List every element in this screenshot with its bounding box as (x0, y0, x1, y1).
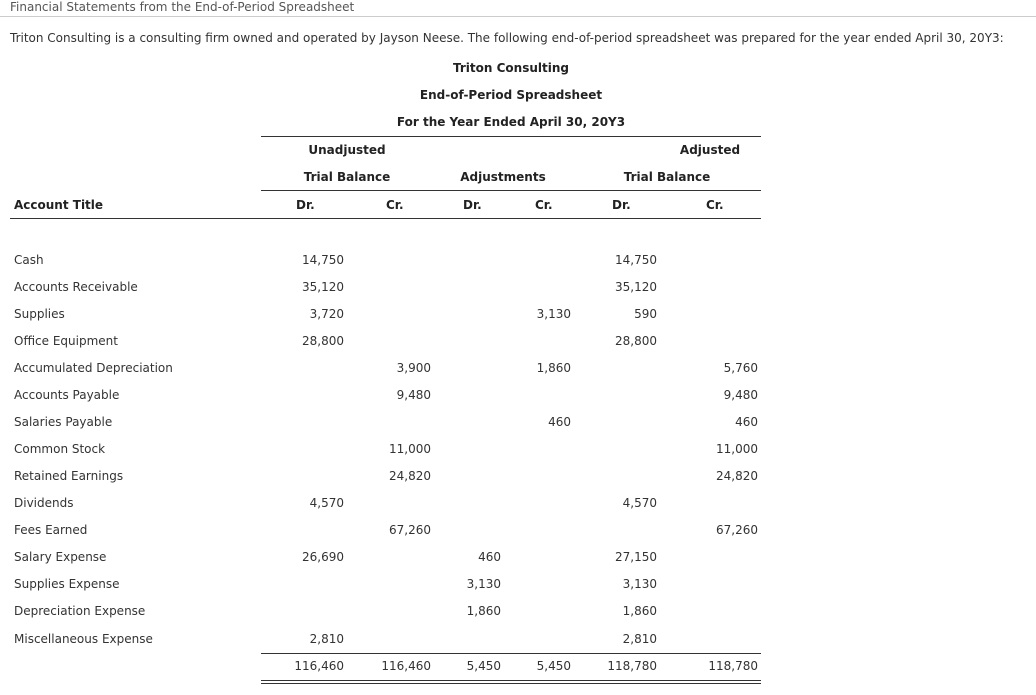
col-group-unadjusted: Unadjusted (308, 143, 386, 157)
adjusted-cr-cell: 460 (735, 415, 758, 429)
account-title-cell: Supplies (14, 307, 65, 321)
adjusted-dr-cell: 590 (634, 307, 657, 321)
unadjusted-cr-cell: 11,000 (389, 442, 431, 456)
unadjusted-cr-cell: 67,260 (389, 523, 431, 537)
adjusted-cr-cell: 24,820 (716, 469, 758, 483)
account-title-cell: Salary Expense (14, 550, 107, 564)
account-title-cell: Salaries Payable (14, 415, 113, 429)
adjusted-dr-cell: 3,130 (622, 577, 657, 591)
report-period: For the Year Ended April 30, 20Y3 (396, 115, 626, 129)
adjusted-dr-cell: 2,810 (622, 632, 657, 646)
unadjusted-dr-cell: 26,690 (302, 550, 344, 564)
col-adjustments-dr: Dr. (463, 198, 482, 212)
total-unadjusted-dr: 116,460 (294, 659, 344, 673)
account-title-cell: Cash (14, 253, 44, 267)
total-adjusted-cr: 118,780 (708, 659, 758, 673)
account-title-cell: Fees Earned (14, 523, 88, 537)
adjusted-cr-cell: 11,000 (716, 442, 758, 456)
unadjusted-dr-cell: 2,810 (309, 632, 344, 646)
unadjusted-cr-cell: 24,820 (389, 469, 431, 483)
unadjusted-dr-cell: 4,570 (309, 496, 344, 510)
col-group-trial-balance-adjusted: Trial Balance (623, 170, 711, 184)
page-title: Financial Statements from the End-of-Period Spreadsheet (10, 0, 355, 14)
total-rule (261, 653, 761, 654)
adjusted-cr-cell: 9,480 (723, 388, 758, 402)
unadjusted-dr-cell: 3,720 (309, 307, 344, 321)
col-unadjusted-cr: Cr. (386, 198, 404, 212)
unadjusted-cr-cell: 9,480 (396, 388, 431, 402)
account-title-cell: Depreciation Expense (14, 604, 146, 618)
header-rule-mid (261, 190, 761, 191)
account-title-cell: Supplies Expense (14, 577, 120, 591)
unadjusted-dr-cell: 14,750 (302, 253, 344, 267)
col-unadjusted-dr: Dr. (296, 198, 315, 212)
account-title-cell: Accumulated Depreciation (14, 361, 173, 375)
adjusted-dr-cell: 35,120 (615, 280, 657, 294)
double-rule-1 (261, 680, 761, 681)
adjustments-dr-cell: 1,860 (466, 604, 501, 618)
col-account-title: Account Title (14, 198, 104, 212)
total-unadjusted-cr: 116,460 (381, 659, 431, 673)
account-title-cell: Office Equipment (14, 334, 118, 348)
adjusted-dr-cell: 14,750 (615, 253, 657, 267)
total-adjusted-dr: 118,780 (607, 659, 657, 673)
col-adjusted-cr: Cr. (706, 198, 724, 212)
account-title-cell: Miscellaneous Expense (14, 632, 153, 646)
unadjusted-dr-cell: 35,120 (302, 280, 344, 294)
adjustments-dr-cell: 3,130 (466, 577, 501, 591)
adjusted-dr-cell: 4,570 (622, 496, 657, 510)
total-adjustments-cr: 5,450 (536, 659, 571, 673)
account-title-cell: Accounts Receivable (14, 280, 138, 294)
adjusted-dr-cell: 28,800 (615, 334, 657, 348)
report-name: End-of-Period Spreadsheet (419, 88, 603, 102)
header-divider (0, 16, 1036, 17)
col-group-trial-balance-unadjusted: Trial Balance (303, 170, 391, 184)
double-rule-2 (261, 683, 761, 684)
col-adjustments-cr: Cr. (535, 198, 553, 212)
adjustments-cr-cell: 3,130 (536, 307, 571, 321)
unadjusted-dr-cell: 28,800 (302, 334, 344, 348)
total-adjustments-dr: 5,450 (466, 659, 501, 673)
adjustments-dr-cell: 460 (478, 550, 501, 564)
report-company: Triton Consulting (453, 61, 569, 75)
adjustments-cr-cell: 1,860 (536, 361, 571, 375)
account-title-cell: Retained Earnings (14, 469, 124, 483)
col-group-adjustments: Adjustments (460, 170, 546, 184)
unadjusted-cr-cell: 3,900 (396, 361, 431, 375)
header-rule-bottom (10, 218, 761, 219)
account-title-cell: Accounts Payable (14, 388, 120, 402)
adjusted-cr-cell: 5,760 (723, 361, 758, 375)
adjusted-dr-cell: 1,860 (622, 604, 657, 618)
header-rule-top (261, 136, 761, 137)
col-adjusted-dr: Dr. (612, 198, 631, 212)
intro-text: Triton Consulting is a consulting firm owned and operated by Jayson Neese. The following end-of-period spreadsheet was prepared for the year ended April 30, 20Y3: (10, 31, 1004, 45)
account-title-cell: Common Stock (14, 442, 106, 456)
adjusted-cr-cell: 67,260 (716, 523, 758, 537)
col-group-adjusted: Adjusted (679, 143, 741, 157)
adjustments-cr-cell: 460 (548, 415, 571, 429)
adjusted-dr-cell: 27,150 (615, 550, 657, 564)
account-title-cell: Dividends (14, 496, 74, 510)
